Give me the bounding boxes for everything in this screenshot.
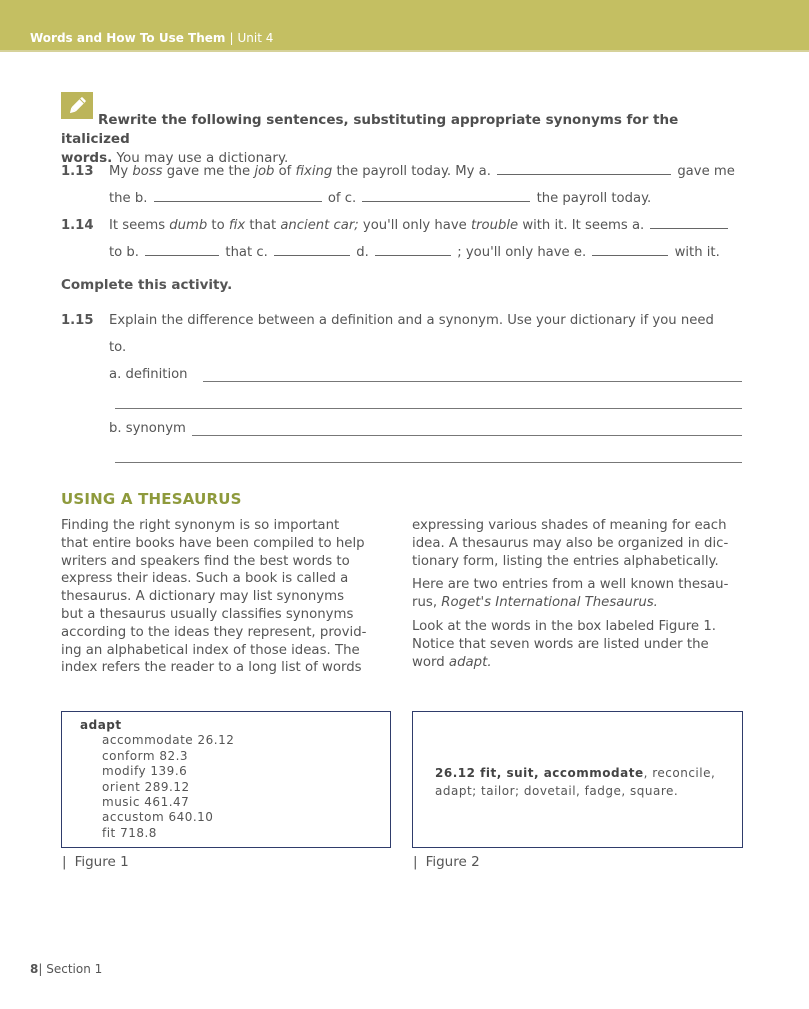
activity-title: Complete this activity. (61, 277, 233, 293)
figure-2-caption: | Figure 2 (413, 854, 480, 870)
answer-blank-1-13-a[interactable] (497, 174, 671, 175)
figure-2-box (412, 711, 743, 848)
page-number: 8 (30, 962, 39, 976)
answer-blank-1-13-c[interactable] (362, 201, 530, 202)
unit-label: Unit 4 (237, 31, 274, 45)
synonym-answer-line-1[interactable] (192, 435, 742, 436)
index-entry: conform 82.3 (102, 748, 189, 763)
question-1-13-line1: 1.13 My boss gave me the job of fixing the payroll today. My a. gave me (61, 164, 735, 179)
definition-label: a. definition (109, 367, 188, 382)
thesaurus-category-entry: 26.12 fit, suit, accommodate, reconcile, adapt; tailor; dovetail, fadge, square. (435, 766, 716, 798)
paragraph: Look at the words in the box labeled Figure 1. Notice that seven words are listed under the word adapt. (412, 618, 717, 670)
header-title (30, 31, 273, 45)
synonym-answer-line-2[interactable] (115, 462, 742, 463)
question-number: 1.14 (61, 218, 94, 233)
answer-blank-1-14-b[interactable] (145, 255, 219, 256)
answer-blank-1-14-c[interactable] (274, 255, 350, 256)
answer-blank-1-14-e[interactable] (592, 255, 668, 256)
index-entry: accommodate 26.12 (102, 733, 235, 748)
paragraph: expressing various shades of meaning for each idea. A thesaurus may also be organized in dic- tionary form, listing the entries alphabetically. (412, 518, 729, 569)
index-entry: accustom 640.10 (102, 810, 214, 825)
question-number: 1.13 (61, 164, 94, 179)
index-entry: modify 139.6 (102, 764, 188, 779)
thesaurus-index-entry (80, 718, 234, 841)
synonym-label: b. synonym (109, 421, 186, 436)
page-footer: 8| Section 1 (30, 962, 103, 976)
answer-blank-1-14-d[interactable] (375, 255, 451, 256)
paragraph: Here are two entries from a well known thesau- rus, Roget's International Thesaurus. (412, 577, 729, 611)
figure-1-caption: | Figure 1 (62, 854, 129, 870)
question-number: 1.15 (61, 313, 94, 328)
book-title: Words and How To Use Them (30, 31, 226, 45)
definition-answer-line-1[interactable] (203, 381, 742, 382)
headword: adapt (80, 718, 122, 732)
index-entry: music 461.47 (102, 795, 190, 810)
right-column-text (412, 517, 752, 677)
exercise-instructions: Rewrite the following sentences, substituting appropriate synonyms for the italicized words. You may use a dictionary. (61, 112, 679, 166)
definition-answer-line-2[interactable] (115, 408, 742, 409)
header-separator: | (229, 31, 234, 45)
left-column-text: Finding the right synonym is so important that entire books have been compiled to help writers and speakers find the best words to express their ideas. Such a book is called a thesaurus. A dictionary may list synonyms but a thesaurus usually classifies synonyms according to the ideas they represent, provid- ing an alphabetical index of those ideas. The index refers the reader to a long list of words (61, 518, 367, 676)
header-bar (0, 0, 809, 52)
section-heading: USING A THESAURUS (61, 490, 242, 508)
section-label: Section 1 (46, 962, 103, 976)
answer-blank-1-13-b[interactable] (154, 201, 322, 202)
figure-1-box (61, 711, 391, 848)
index-entry: fit 718.8 (102, 825, 157, 840)
answer-blank-1-14-a[interactable] (650, 228, 728, 229)
index-entry: orient 289.12 (102, 779, 190, 794)
